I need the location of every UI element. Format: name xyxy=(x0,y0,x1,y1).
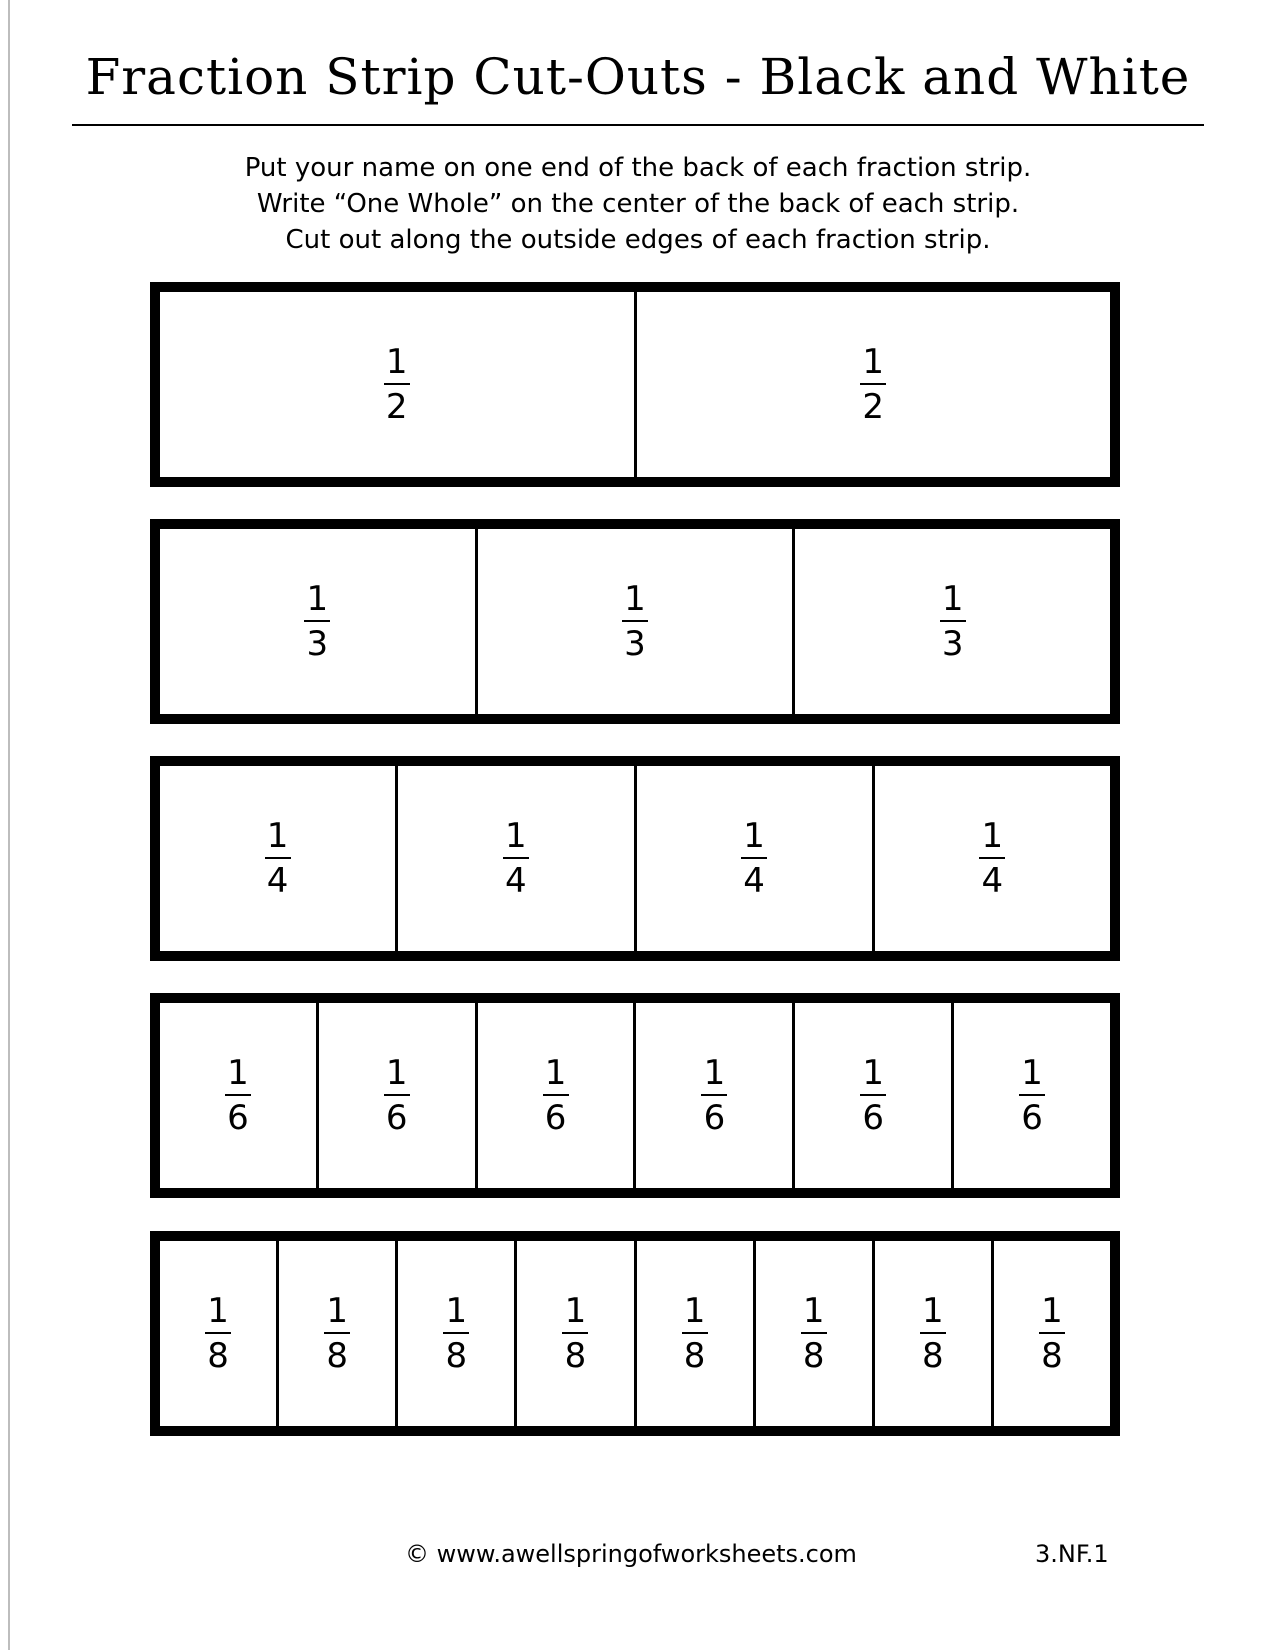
instruction-line: Write “One Whole” on the center of the back of each strip. xyxy=(256,189,1020,219)
fraction-label xyxy=(1019,1053,1045,1138)
fraction-bar xyxy=(701,1094,727,1096)
fraction-label xyxy=(304,579,330,664)
fraction-denominator: 4 xyxy=(743,861,765,901)
fraction-bar xyxy=(324,1332,350,1334)
fraction-cell xyxy=(395,1241,514,1426)
fraction-bar xyxy=(304,620,330,622)
fraction-cell xyxy=(160,292,634,477)
fraction-label xyxy=(920,1291,946,1376)
fraction-cell xyxy=(634,766,872,951)
fraction-denominator: 6 xyxy=(1021,1098,1043,1138)
fraction-strip-2 xyxy=(150,282,1120,487)
fraction-numerator: 1 xyxy=(1021,1053,1043,1093)
fraction-numerator: 1 xyxy=(385,1053,408,1093)
fraction-bar xyxy=(384,1094,410,1096)
fraction-numerator: 1 xyxy=(862,342,885,382)
fraction-cell xyxy=(753,1241,872,1426)
fraction-label xyxy=(701,1053,727,1138)
fraction-denominator: 8 xyxy=(921,1336,944,1376)
fraction-cell xyxy=(475,1003,634,1188)
fraction-cell xyxy=(634,1241,753,1426)
fraction-denominator: 8 xyxy=(207,1336,229,1376)
fraction-numerator: 1 xyxy=(981,816,1004,856)
fraction-numerator: 1 xyxy=(564,1291,587,1331)
fraction-numerator: 1 xyxy=(743,816,765,856)
fraction-numerator: 1 xyxy=(445,1291,468,1331)
fraction-bar xyxy=(860,383,886,385)
fraction-numerator: 1 xyxy=(227,1053,249,1093)
fraction-bar xyxy=(225,1094,251,1096)
fraction-denominator: 3 xyxy=(306,624,329,664)
fraction-numerator: 1 xyxy=(862,1053,885,1093)
fraction-denominator: 4 xyxy=(981,861,1004,901)
fraction-denominator: 8 xyxy=(445,1336,468,1376)
fraction-bar xyxy=(1019,1094,1045,1096)
fraction-cell xyxy=(395,766,633,951)
fraction-cell xyxy=(160,1003,316,1188)
fraction-denominator: 8 xyxy=(564,1336,587,1376)
fraction-label xyxy=(562,1291,588,1376)
instructions xyxy=(72,150,1204,258)
fraction-cell xyxy=(951,1003,1110,1188)
fraction-numerator: 1 xyxy=(941,579,964,619)
fraction-denominator: 4 xyxy=(266,861,289,901)
fraction-cell xyxy=(514,1241,633,1426)
fraction-label xyxy=(265,816,291,901)
fraction-strip-6 xyxy=(150,993,1120,1198)
page-title: Fraction Strip Cut-Outs - Black and White xyxy=(85,48,1191,106)
fraction-label xyxy=(543,1053,569,1138)
fraction-denominator: 4 xyxy=(505,861,527,901)
fraction-numerator: 1 xyxy=(266,816,289,856)
fraction-label xyxy=(741,816,767,901)
fraction-label xyxy=(384,1053,410,1138)
fraction-cell xyxy=(991,1241,1110,1426)
fraction-bar xyxy=(682,1332,708,1334)
fraction-label xyxy=(860,1053,886,1138)
fraction-numerator: 1 xyxy=(703,1053,726,1093)
fraction-denominator: 3 xyxy=(941,624,964,664)
fraction-cell xyxy=(792,529,1110,714)
fraction-cell xyxy=(475,529,793,714)
fraction-numerator: 1 xyxy=(683,1291,706,1331)
fraction-denominator: 6 xyxy=(544,1098,567,1138)
fraction-label xyxy=(205,1291,231,1376)
fraction-cell xyxy=(872,1241,991,1426)
fraction-bar xyxy=(979,857,1005,859)
fraction-label xyxy=(384,342,410,427)
fraction-cell xyxy=(633,1003,792,1188)
footer-standard-code: 3.NF.1 xyxy=(1035,1540,1109,1568)
fraction-cell xyxy=(160,529,475,714)
fraction-denominator: 6 xyxy=(862,1098,885,1138)
fraction-label xyxy=(443,1291,469,1376)
fraction-bar xyxy=(205,1332,231,1334)
fraction-bar xyxy=(503,857,529,859)
fraction-bar xyxy=(265,857,291,859)
instruction-line: Cut out along the outside edges of each fraction strip. xyxy=(285,225,991,255)
instruction-line: Put your name on one end of the back of each fraction strip. xyxy=(244,153,1032,183)
fraction-label xyxy=(503,816,529,901)
fraction-bar xyxy=(860,1094,886,1096)
fraction-cell xyxy=(160,1241,276,1426)
fraction-bar xyxy=(801,1332,827,1334)
fraction-label xyxy=(682,1291,708,1376)
fraction-bar xyxy=(741,857,767,859)
fraction-label xyxy=(860,342,886,427)
fraction-denominator: 8 xyxy=(802,1336,825,1376)
fraction-strip-8 xyxy=(150,1231,1120,1436)
fraction-numerator: 1 xyxy=(802,1291,825,1331)
fraction-numerator: 1 xyxy=(306,579,329,619)
fraction-denominator: 6 xyxy=(703,1098,726,1138)
fraction-numerator: 1 xyxy=(544,1053,567,1093)
fraction-denominator: 8 xyxy=(326,1336,348,1376)
fraction-bar xyxy=(443,1332,469,1334)
fraction-bar xyxy=(562,1332,588,1334)
fraction-bar xyxy=(384,383,410,385)
fraction-bar xyxy=(622,620,648,622)
fraction-denominator: 8 xyxy=(1041,1336,1063,1376)
fraction-label xyxy=(1039,1291,1065,1376)
fraction-cell xyxy=(316,1003,475,1188)
fraction-bar xyxy=(920,1332,946,1334)
fraction-numerator: 1 xyxy=(624,579,646,619)
fraction-denominator: 6 xyxy=(227,1098,249,1138)
fraction-label xyxy=(324,1291,350,1376)
fraction-cell xyxy=(872,766,1110,951)
fraction-numerator: 1 xyxy=(207,1291,229,1331)
fraction-label xyxy=(801,1291,827,1376)
fraction-label xyxy=(225,1053,251,1138)
fraction-denominator: 8 xyxy=(683,1336,706,1376)
fraction-numerator: 1 xyxy=(326,1291,348,1331)
fraction-cell xyxy=(276,1241,395,1426)
fraction-bar xyxy=(1039,1332,1065,1334)
fraction-denominator: 2 xyxy=(385,387,408,427)
page-edge-line xyxy=(8,0,10,1650)
fraction-label xyxy=(979,816,1005,901)
title-underline xyxy=(72,124,1204,126)
fraction-numerator: 1 xyxy=(505,816,527,856)
fraction-cell xyxy=(792,1003,951,1188)
fraction-denominator: 3 xyxy=(624,624,646,664)
fraction-cell xyxy=(634,292,1111,477)
fraction-cell xyxy=(160,766,395,951)
fraction-label xyxy=(622,579,648,664)
fraction-denominator: 6 xyxy=(385,1098,408,1138)
fraction-strip-3 xyxy=(150,519,1120,724)
fraction-bar xyxy=(940,620,966,622)
fraction-numerator: 1 xyxy=(921,1291,944,1331)
fraction-numerator: 1 xyxy=(385,342,408,382)
fraction-denominator: 2 xyxy=(862,387,885,427)
fraction-strip-4 xyxy=(150,756,1120,961)
fraction-bar xyxy=(543,1094,569,1096)
fraction-numerator: 1 xyxy=(1041,1291,1063,1331)
footer-website: © www.awellspringofworksheets.com xyxy=(405,1540,857,1568)
fraction-label xyxy=(940,579,966,664)
